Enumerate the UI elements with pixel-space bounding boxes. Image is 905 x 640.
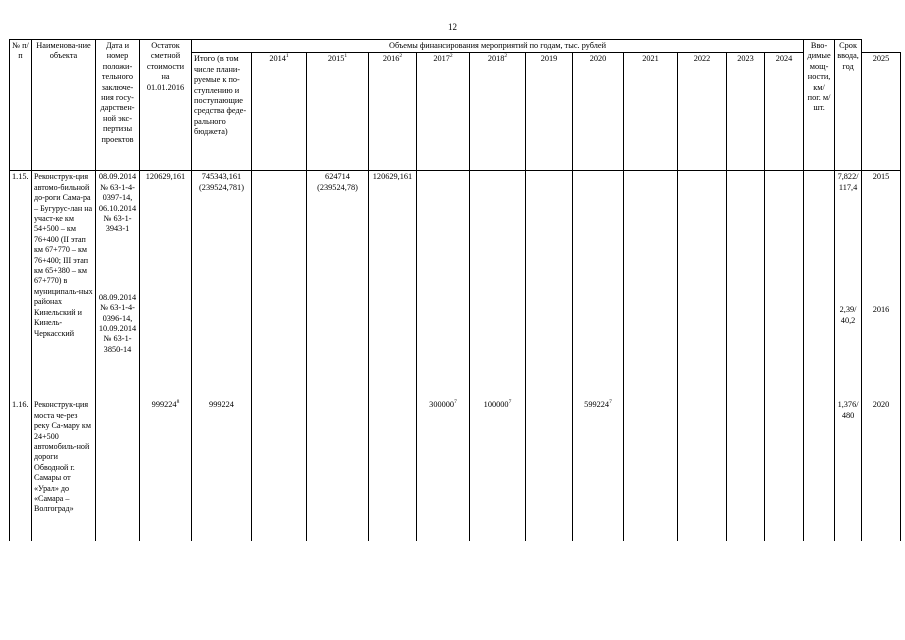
header-year-2019: 2019	[526, 53, 573, 171]
header-year-2022: 2022	[678, 53, 727, 171]
row-term	[862, 171, 901, 400]
row-capacity: 1,376/ 480	[835, 399, 862, 541]
header-financing-group: Объемы финансирования мероприятий по годам, тыс. рублей	[192, 40, 804, 53]
row-num: 1.15.	[10, 171, 32, 400]
header-year-2025: 2025	[862, 53, 901, 171]
header-year-2015: 2015$^1$	[307, 53, 369, 171]
row-date-stage-2: 08.09.2014 № 63-1-4-0397-14, 06.10.2014 № 63-1-3943-1	[98, 172, 137, 234]
row-total: 999224	[192, 399, 252, 541]
row-y2021	[624, 399, 678, 541]
header-date: Дата и номер положи-тельного заключе-ния госу-дарствен-ной экс-пертизы проектов	[96, 40, 140, 171]
row-name: Реконструк-ция моста че-рез реку Са-мару км 24+500 автомобиль-ной дороги Обводной г. Самары от «Урал» до «Самара – Волгоград»	[32, 399, 96, 541]
header-year-2021: 2021	[624, 53, 678, 171]
header-total: Итого (в том числе плани-руемые к по-ступлению и поступающие средства феде-рального бюджета)	[192, 53, 252, 171]
row-y2024	[765, 399, 804, 541]
row-y2018	[470, 171, 526, 400]
row-y2022	[678, 399, 727, 541]
row-name: Реконструк-ция автомо-бильной до-роги Сама-ра – Бугурус-лан на участ-ке км 54+500 – км 76+400 (II этап км 67+770 – км 76+400; III этап км 65+380 – км 67+770) в муниципаль-ных районах Кинельский и Кинель-Черкасский	[32, 171, 96, 400]
row-y2023	[727, 171, 765, 400]
row-y2014	[252, 399, 307, 541]
row-y2017: 300000$^7$	[417, 399, 470, 541]
row-date	[96, 399, 140, 541]
header-num: № п/п	[10, 40, 32, 171]
header-year-2020: 2020	[573, 53, 624, 171]
header-year-2017: 2017$^2$	[417, 53, 470, 171]
row-y2020	[573, 171, 624, 400]
header-year-2016: 2016$^2$	[369, 53, 417, 171]
row-y2025	[804, 399, 835, 541]
row-balance: 120629,161	[140, 171, 192, 400]
header-year-2023: 2023	[727, 53, 765, 171]
row-y2025	[804, 171, 835, 400]
row-y2015: 624714 (239524,78)	[307, 171, 369, 400]
row-capacity-stage-2: 7,822/ 117,4	[837, 172, 859, 192]
table-row	[10, 171, 901, 400]
header-year-2018: 2018$^2$	[470, 53, 526, 171]
header-year-2014: 2014$^1$	[252, 53, 307, 171]
row-term: 2020	[862, 399, 901, 541]
row-total: 745343,161 (239524,781)	[192, 171, 252, 400]
row-y2022	[678, 171, 727, 400]
row-y2018: 100000$^7$	[470, 399, 526, 541]
row-capacity	[835, 171, 862, 400]
row-num: 1.16.	[10, 399, 32, 541]
header-name: Наименова-ние объекта	[32, 40, 96, 171]
row-y2021	[624, 171, 678, 400]
header-term: Срок ввода, год	[835, 40, 862, 171]
row-y2020: 599224$^7$	[573, 399, 624, 541]
row-date	[96, 171, 140, 400]
row-y2023	[727, 399, 765, 541]
row-y2024	[765, 171, 804, 400]
row-y2017	[417, 171, 470, 400]
row-y2016	[369, 399, 417, 541]
row-balance: 999224$^8$	[140, 399, 192, 541]
table-row	[10, 399, 901, 541]
row-term-stage-3: 2016	[872, 304, 890, 314]
row-term-stage-2: 2015	[872, 172, 890, 182]
row-y2015	[307, 399, 369, 541]
page-number: 12	[448, 22, 457, 32]
row-y2019	[526, 171, 573, 400]
row-date-stage-3: 08.09.2014 № 63-1-4-0396-14, 10.09.2014 № 63-1-3850-14	[98, 292, 137, 354]
row-y2016: 120629,161	[369, 171, 417, 400]
header-year-2024: 2024	[765, 53, 804, 171]
row-y2014	[252, 171, 307, 400]
header-capacity: Вво-димые мощ-ности, км/ пог. м/шт.	[804, 40, 835, 171]
financing-table	[9, 39, 901, 541]
header-row-top	[10, 40, 901, 53]
header-balance: Остаток сметной стоимости на 01.01.2016	[140, 40, 192, 171]
row-capacity-stage-3: 2,39/ 40,2	[839, 305, 857, 325]
row-y2019	[526, 399, 573, 541]
